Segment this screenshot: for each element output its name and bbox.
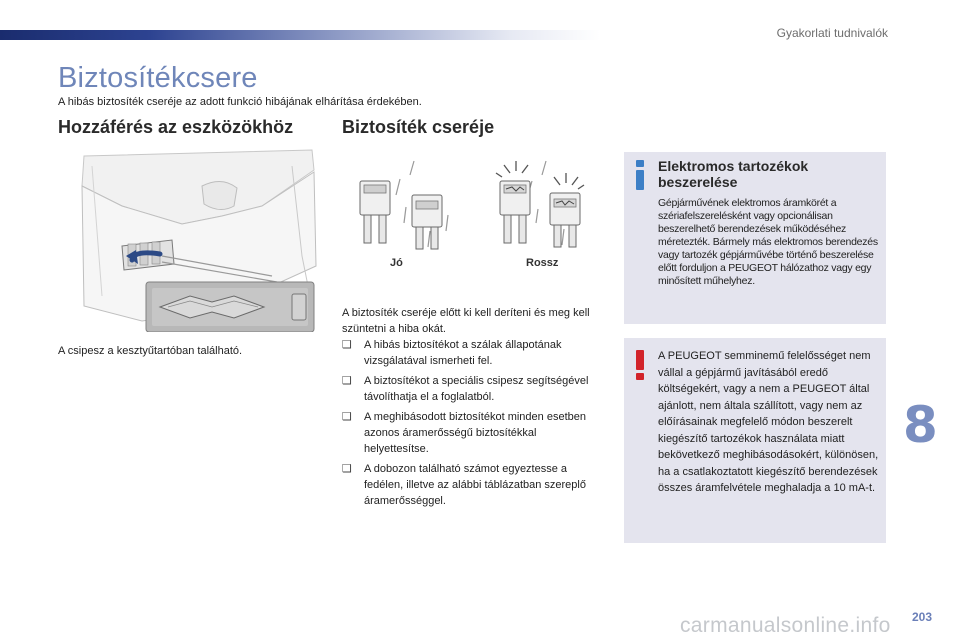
page-number: 203 [912, 610, 933, 624]
replacement-steps [342, 337, 604, 513]
page-title: Biztosítékcsere [58, 62, 258, 94]
access-heading: Hozzáférés az eszközökhöz [58, 117, 294, 137]
warning-icon [634, 350, 646, 382]
info-box [624, 152, 886, 324]
chapter-number: 8 [903, 396, 938, 454]
fuse-good-label: Jó [390, 257, 403, 269]
fuse-comparison-illustration [350, 155, 590, 255]
list-item [342, 337, 604, 369]
info-box-title: Elektromos tartozékok beszerelése [658, 158, 809, 190]
step-text: A dobozon található számot egyeztesse a fedélen, illetve az alábbi táblázatban szereplő áramerősséggel. [364, 463, 586, 507]
replacement-intro: A biztosíték cseréje előtt ki kell deríteni és meg kell szüntetni a hiba okát. [342, 307, 590, 335]
step-text: A biztosítékot a speciális csipesz segítségével távolíthatja el a foglalatból. [364, 375, 589, 403]
access-caption: A csipesz a kesztyűtartóban található. [58, 345, 243, 357]
glovebox-illustration [62, 146, 318, 332]
warning-box [624, 338, 886, 543]
replacement-heading: Biztosíték cseréje [342, 117, 495, 137]
list-item [342, 373, 604, 405]
info-box-body: Gépjárművének elektromos áramkörét a szériafelszerelésként vagy opcionálisan beszerelhető berendezések működéséhez méretezték. Bármely más elektromos berendezés vagy tartozék gépjárművébe történő beszerelése előtt forduljon a PEUGEOT hálózathoz vagy egy minősített műhelyhez. [658, 197, 878, 287]
header-bar [0, 30, 600, 40]
list-item [342, 461, 604, 509]
arrow-bullet-icon: ❑ [342, 375, 352, 387]
watermark: carmanualsonline.info [680, 614, 891, 637]
arrow-bullet-icon: ❑ [342, 463, 352, 475]
arrow-bullet-icon: ❑ [342, 411, 352, 423]
warning-box-body: A PEUGEOT semminemű felelősséget nem vállal a gépjármű javításából eredő költségekért, vagy a nem a PEUGEOT által ajánlott, nem általa szállított, vagy nem az előírásainak megfelelő módon beszerelt kiegészítő tartozékok használata miatt bekövetkező meghibásodásokért, különösen, ha a csatlakoztatott kiegészítő berendezések összes áramfelvétele meghaladja a 10 mA-t. [658, 350, 879, 494]
step-text: A meghibásodott biztosítékot minden esetben azonos áramerősségű biztosítékkal helyettesítse. [364, 411, 586, 455]
arrow-bullet-icon: ❑ [342, 339, 352, 351]
fuse-blown-label: Rossz [526, 257, 559, 269]
info-icon [634, 160, 646, 192]
section-title: Gyakorlati tudnivalók [776, 26, 888, 40]
page-subtitle: A hibás biztosíték cseréje az adott funkció hibájának elhárítása érdekében. [58, 96, 422, 108]
list-item [342, 409, 604, 457]
step-text: A hibás biztosítékot a szálak állapotának vizsgálatával ismerheti fel. [364, 339, 562, 367]
